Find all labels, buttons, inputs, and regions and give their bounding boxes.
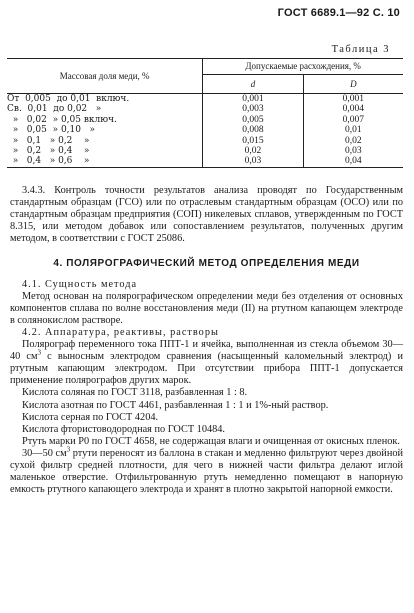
subheading-4-1: 4.1. Сущность метода [22,278,138,290]
cell-d: 0,001 [203,94,303,105]
cell-mass-range: Св. 0,01 до 0,02 » [7,104,102,115]
column-header-D: D [303,75,403,94]
cell-d: 0,02 [203,146,303,156]
table-row [7,94,403,105]
paragraph-4-1: Метод основан на полярографическом определении меди без отделения от основных компонентов сплава по волне восстановления меди (II) на ртутном капающем электроде в солянокислом растворе. [10,290,403,326]
cell-d: 0,005 [203,115,303,125]
tolerance-table [7,58,403,168]
cell-D: 0,007 [303,115,403,125]
cell-D: 0,04 [303,156,403,167]
table-row [7,104,403,114]
paragraph-sulfuric-acid: Кислота серная по ГОСТ 4204. [22,411,159,423]
paragraph-hydrochloric-acid: Кислота соляная по ГОСТ 3118, разбавленная 1 : 8. [22,387,248,399]
cell-mass-range: » 0,02 » 0,05 включ. [7,114,117,125]
paragraph-mercury: Ртуть марки Р0 по ГОСТ 4658, не содержащая влаги и очищенная от окисных пленок. [22,435,400,447]
cell-d: 0,003 [203,104,303,114]
cell-D: 0,03 [303,146,403,156]
cell-mass-range: » 0,1 » 0,2 » [7,135,90,146]
table-row [7,146,403,156]
cell-mass-range: » 0,4 » 0,6 » [7,156,90,167]
column-header-mass: Массовая доля меди, % [59,70,150,81]
table-row [7,156,403,167]
cell-d: 0,03 [203,156,303,167]
paragraph-mercury-filtering: 30—50 $см^3$ ртути переносят из баллона в стакан и медленно фильтруют через двойной сухой фильтр средней плотности, для чего в нижней части фильтра делают иглой маленькое отверстие. Отфильтрованную ртуть немедленно помещают в напорную емкость ртутного капающего электрода и хранят в плотно закрытой напорной емкости. [10,445,403,496]
paragraph-polarograph: Полярограф переменного тока ППТ-1 и ячейка, выполненная из стекла объемом 30—40 $см^3$ с выносным электродом сравнения (насыщенный каломельный электрод) и ртутным капающим электродом. При отсутствии прибора ППТ-1 допускается применение полярографов других марок. [10,339,403,387]
cell-D: 0,02 [303,136,403,146]
cell-d: 0,015 [203,136,303,146]
table-row [7,115,403,125]
cell-mass-range: » 0,05 » 0,10 » [7,125,96,136]
cell-mass-range: От 0,005 до 0,01 включ. [7,94,130,104]
table-row [7,125,403,135]
paragraph-nitric-acid: Кислота азотная по ГОСТ 4461, разбавленная 1 : 1 и 1%-ный раствор. [22,399,329,411]
cell-mass-range: » 0,2 » 0,4 » [7,146,90,157]
paragraph-hydrofluoric-acid: Кислота фтористоводородная по ГОСТ 10484. [22,423,225,435]
table-label: Таблица 3 [331,44,390,55]
page-header: ГОСТ 6689.1—92 С. 10 [277,7,400,19]
table-row [7,136,403,146]
document-body [10,185,403,496]
subheading-4-2: 4.2. Аппаратура, реактивы, растворы [22,326,219,338]
section-title-4: 4. ПОЛЯРОГРАФИЧЕСКИЙ МЕТОД ОПРЕДЕЛЕНИЯ МЕДИ [53,258,360,270]
cell-d: 0,008 [203,125,303,135]
table-body [7,94,403,168]
cell-D: 0,01 [303,125,403,135]
column-header-d: d [203,75,303,94]
column-header-allowed: Допускаемые расхождения, % [203,59,403,75]
cell-D: 0,004 [303,104,403,114]
cell-D: 0,001 [303,94,403,105]
paragraph-3-4-3: 3.4.3. Контроль точности результатов анализа проводят по Государственным стандартным образцам (ГСО) или по отраслевым стандартным образцам (ОСО) или по стандартным образцам предприятия (СОП) никелевых сплавов, утвержденным по ГОСТ 8.315, или методом добавок или сопоставлением результатов, полученных другим методом, в соответствии с ГОСТ 25086. [10,185,403,245]
